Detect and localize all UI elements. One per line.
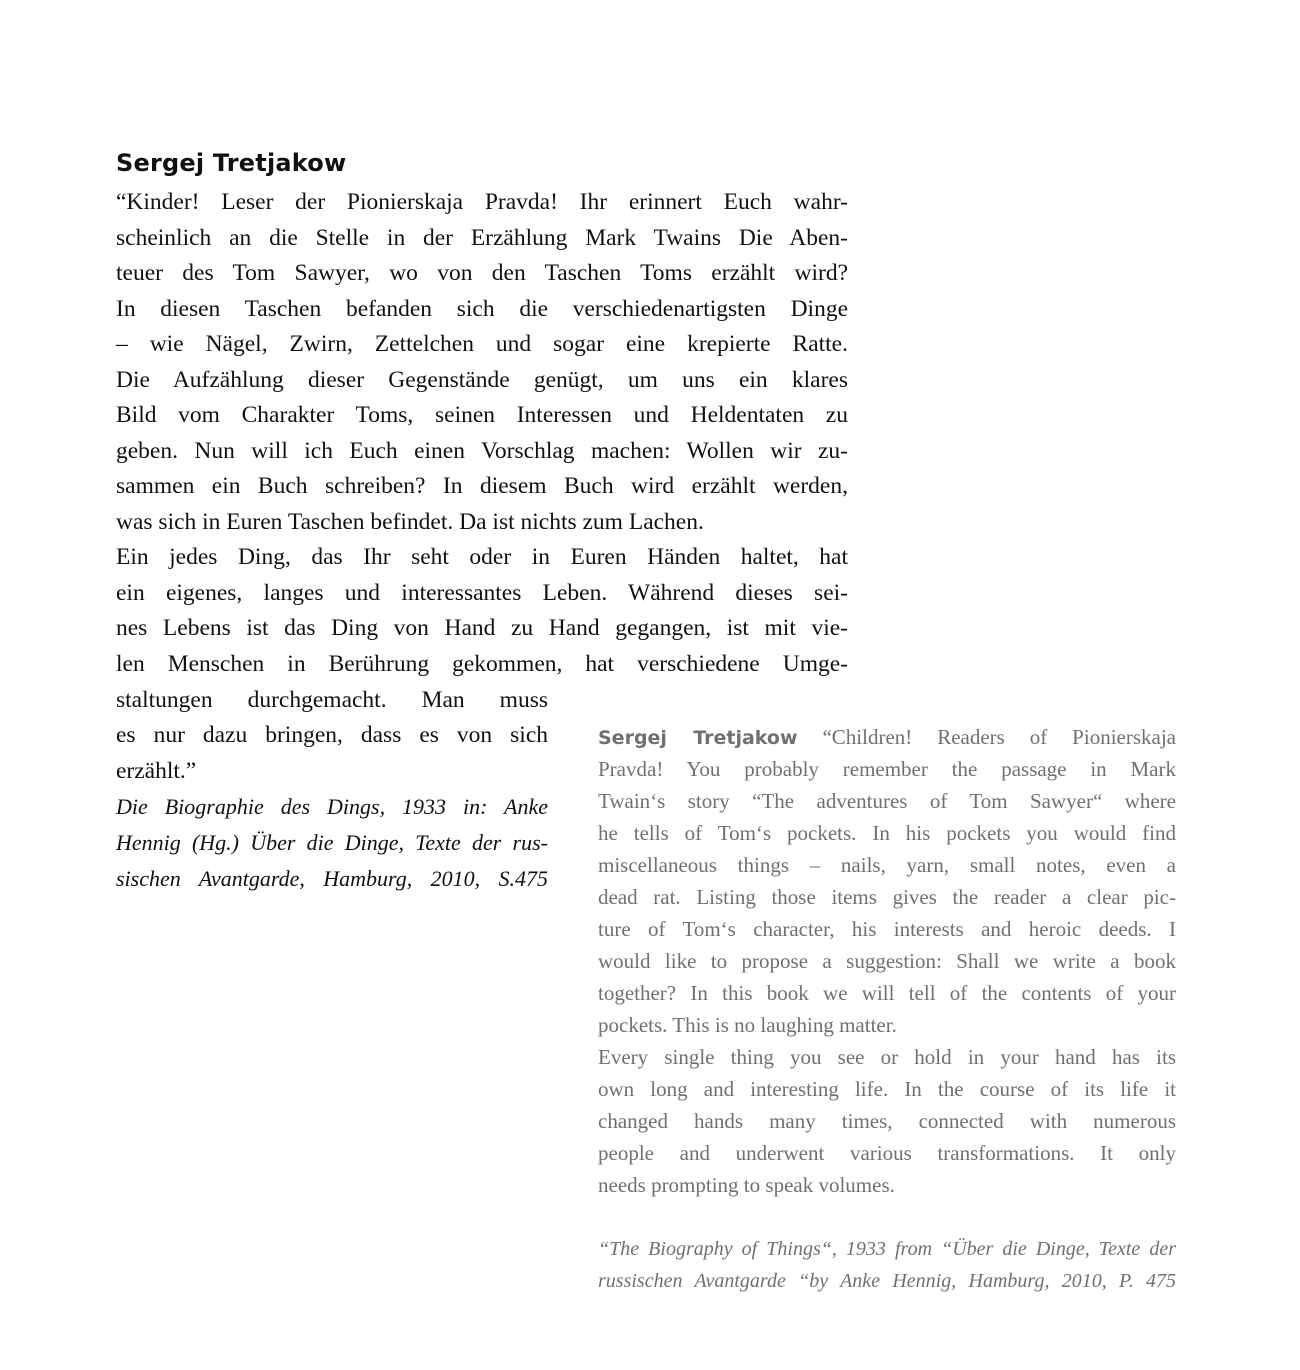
german-text-line: geben. Nun will ich Euch einen Vorschlag machen: Wollen wir zu- xyxy=(116,438,848,464)
english-text-line: together? In this book we will tell of the contents of your xyxy=(598,981,1176,1005)
german-text-line: Die Aufzählung dieser Gegenstände genügt, um uns ein klares xyxy=(116,367,848,393)
english-text-line: miscellaneous things – nails, yarn, small notes, even a xyxy=(598,853,1176,877)
english-citation-line: russischen Avantgarde “by Anke Hennig, Hamburg, 2010, P. 475 xyxy=(598,1270,1176,1292)
english-text-line: people and underwent various transformations. It only xyxy=(598,1141,1176,1165)
english-text-line: needs prompting to speak volumes. xyxy=(598,1173,895,1197)
german-text-line: scheinlich an die Stelle in der Erzählung Mark Twains Die Aben- xyxy=(116,225,848,251)
german-text-line: es nur dazu bringen, dass es von sich xyxy=(116,722,548,748)
english-text-line: Twain‘s story “The adventures of Tom Sawyer“ where xyxy=(598,789,1176,813)
english-text-line: ture of Tom‘s character, his interests and heroic deeds. I xyxy=(598,917,1176,941)
german-text-line: staltungen durchgemacht. Man muss xyxy=(116,687,548,713)
german-text-line: teuer des Tom Sawyer, wo von den Taschen Toms erzählt wird? xyxy=(116,260,848,286)
german-text-line: Bild vom Charakter Toms, seinen Interessen und Heldentaten zu xyxy=(116,402,848,428)
german-citation-line: Die Biographie des Dings, 1933 in: Anke xyxy=(116,794,548,819)
english-text-line: would like to propose a suggestion: Shall we write a book xyxy=(598,949,1176,973)
german-text-line: sammen ein Buch schreiben? In diesem Buch wird erzählt werden, xyxy=(116,473,848,499)
german-text-line: – wie Nägel, Zwirn, Zettelchen und sogar eine krepierte Ratte. xyxy=(116,331,848,357)
german-text-line: Ein jedes Ding, das Ihr seht oder in Euren Händen haltet, hat xyxy=(116,544,848,570)
english-first-line-text: “Children! Readers of Pionierskaja xyxy=(822,725,1176,749)
english-text-line: dead rat. Listing those items gives the reader a clear pic- xyxy=(598,885,1176,909)
german-text-line: nes Lebens ist das Ding von Hand zu Hand gegangen, ist mit vie- xyxy=(116,615,848,641)
german-text-line: “Kinder! Leser der Pionierskaja Pravda! Ihr erinnert Euch wahr- xyxy=(116,189,848,215)
english-text-line: pockets. This is no laughing matter. xyxy=(598,1013,897,1037)
english-author-name: Sergej Tretjakow xyxy=(598,727,798,749)
english-text-line: Every single thing you see or hold in your hand has its xyxy=(598,1045,1176,1069)
german-citation-line: sischen Avantgarde, Hamburg, 2010, S.475 xyxy=(116,866,548,891)
english-first-line xyxy=(598,721,1176,753)
german-text-line: In diesen Taschen befanden sich die verschiedenartigsten Dinge xyxy=(116,296,848,322)
english-text-line: changed hands many times, connected with numerous xyxy=(598,1109,1176,1133)
english-text-line: Pravda! You probably remember the passage in Mark xyxy=(598,757,1176,781)
german-text-line: erzählt.” xyxy=(116,758,197,784)
english-text-line: own long and interesting life. In the course of its life it xyxy=(598,1077,1176,1101)
english-text-line: he tells of Tom‘s pockets. In his pockets you would find xyxy=(598,821,1176,845)
english-citation-line: “The Biography of Things“, 1933 from “Über die Dinge, Texte der xyxy=(598,1238,1176,1260)
german-text-line: len Menschen in Berührung gekommen, hat verschiedene Umge- xyxy=(116,651,848,677)
german-text-line: was sich in Euren Taschen befindet. Da ist nichts zum Lachen. xyxy=(116,509,704,535)
german-text-line: ein eigenes, langes und interessantes Leben. Während dieses sei- xyxy=(116,580,848,606)
german-author-heading: Sergej Tretjakow xyxy=(116,149,347,177)
german-citation-line: Hennig (Hg.) Über die Dinge, Texte der rus- xyxy=(116,830,548,855)
